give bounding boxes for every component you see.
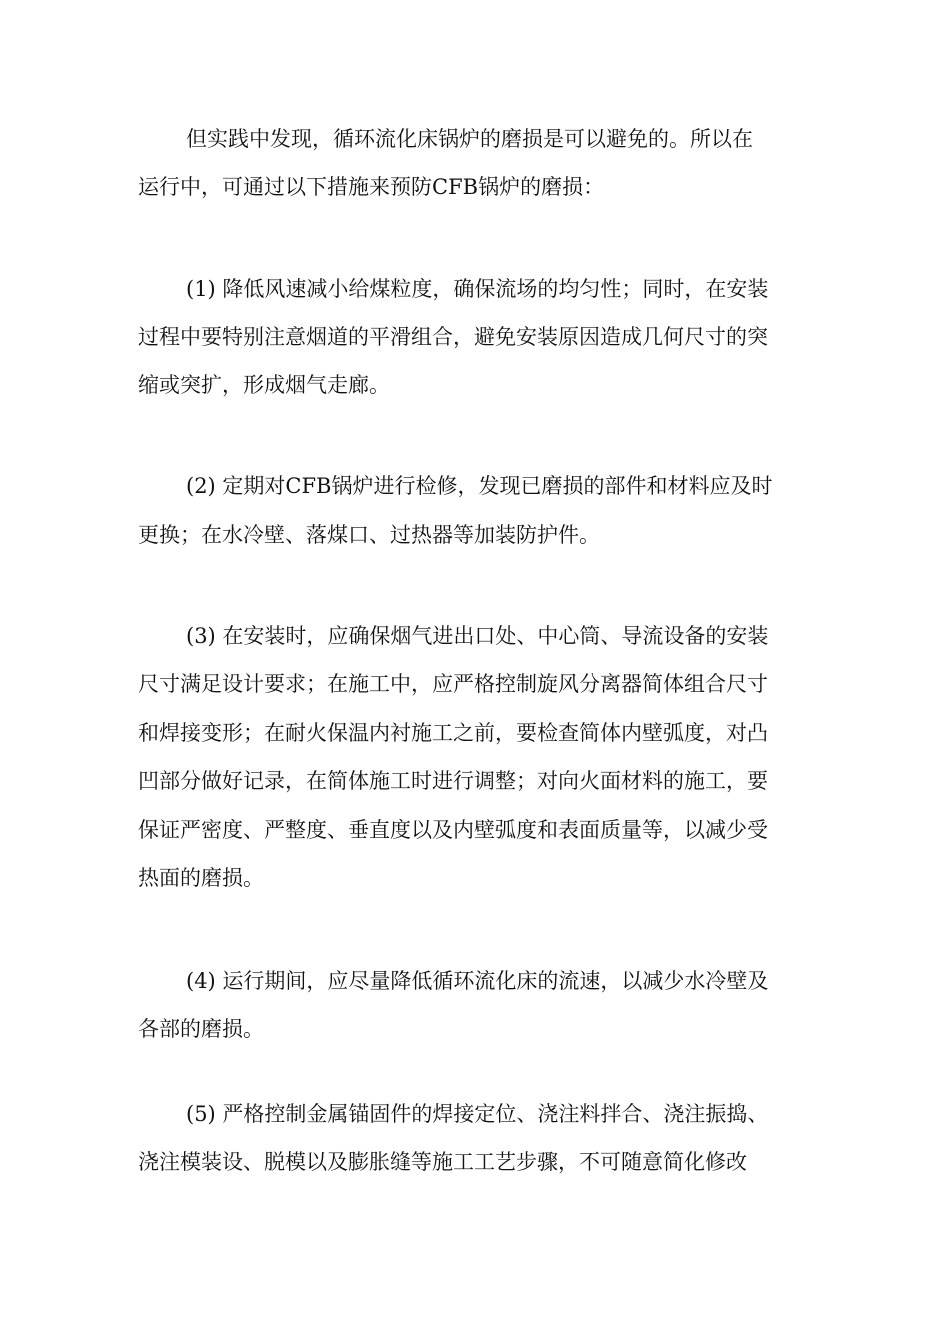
measure-3-line: (3) 在安装时，应确保烟气进出口处、中心筒、导流设备的安装 — [186, 624, 769, 648]
measure-4-line: 各部的磨损。 — [138, 1017, 264, 1041]
intro-paragraph-line: 运行中，可通过以下措施来预防CFB锅炉的磨损： — [138, 175, 605, 199]
measure-1-line: 缩或突扩，形成烟气走廊。 — [138, 373, 390, 397]
measure-3-line: 尺寸满足设计要求；在施工中，应严格控制旋风分离器简体组合尺寸 — [138, 672, 768, 696]
measure-3-line: 凹部分做好记录，在简体施工时进行调整；对向火面材料的施工，要 — [138, 769, 768, 793]
measure-4-line: (4) 运行期间，应尽量降低循环流化床的流速，以减少水冷壁及 — [186, 969, 769, 993]
measure-5-line: (5) 严格控制金属锚固件的焊接定位、浇注料拌合、浇注振捣、 — [186, 1102, 769, 1126]
measure-1-line: 过程中要特别注意烟道的平滑组合，避免安装原因造成几何尺寸的突 — [138, 325, 768, 349]
measure-3-line: 热面的磨损。 — [138, 866, 264, 890]
measure-2-line: 更换；在水冷壁、落煤口、过热器等加装防护件。 — [138, 523, 600, 547]
measure-2-line: (2) 定期对CFB锅炉进行检修，发现已磨损的部件和材料应及时 — [186, 474, 773, 498]
measure-3-line: 和焊接变形；在耐火保温内衬施工之前，要检查简体内壁弧度，对凸 — [138, 721, 768, 745]
intro-paragraph-line: 但实践中发现，循环流化床锅炉的磨损是可以避免的。所以在 — [186, 127, 753, 151]
measure-5-line: 浇注模装设、脱模以及膨胀缝等施工工艺步骤，不可随意简化修改 — [138, 1150, 747, 1174]
measure-1-line: (1) 降低风速减小给煤粒度，确保流场的均匀性；同时，在安装 — [186, 277, 769, 301]
measure-3-line: 保证严密度、严整度、垂直度以及内壁弧度和表面质量等，以减少受 — [138, 818, 768, 842]
